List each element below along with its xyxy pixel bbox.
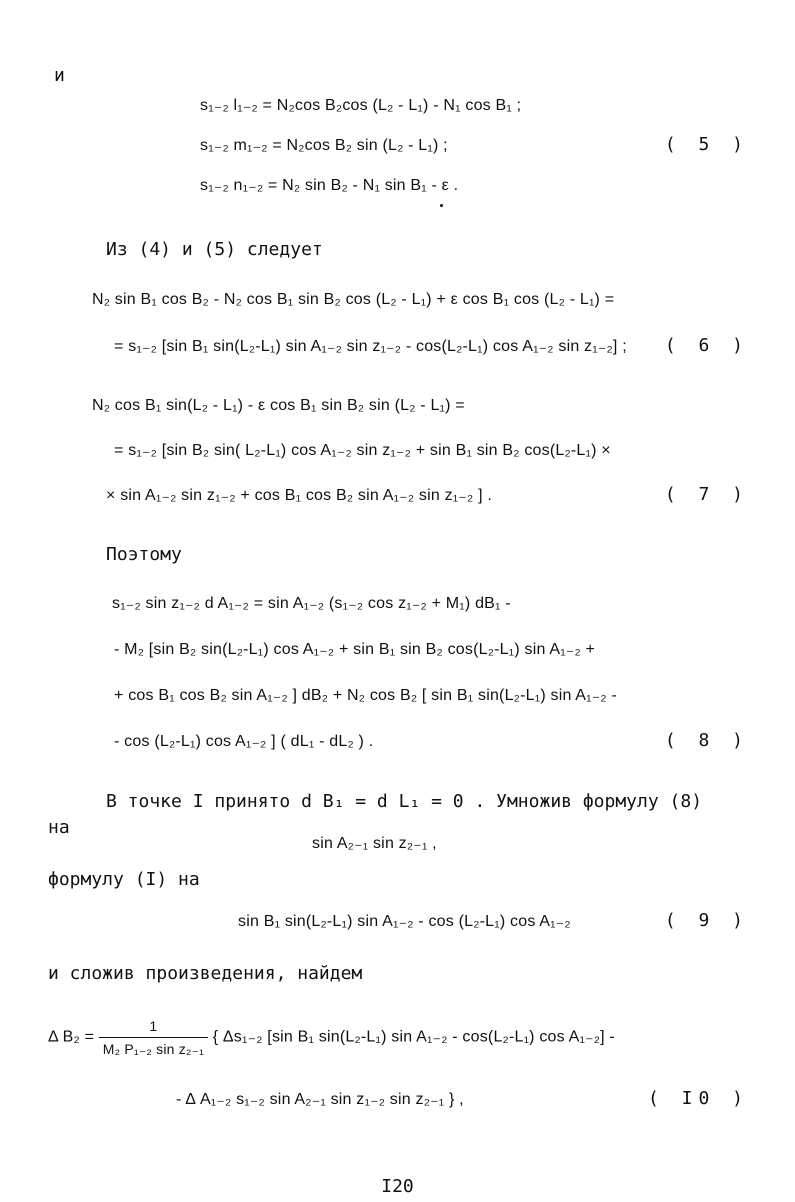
equation-sin-factor: sin A₂₋₁ sin z₂₋₁ , [312, 835, 437, 852]
equation-10-bracket: { Δs₁₋₂ [sin B₁ sin(L₂-L₁) sin A₁₋₂ - cos(L₂-L₁) cos A₁₋₂] - [212, 1028, 615, 1046]
ink-dot [440, 204, 443, 207]
equation-number-7: ( 7 ) [664, 484, 749, 505]
equation-7-line-1: N₂ cos B₁ sin(L₂ - L₁) - ε cos B₁ sin B₂ sin (L₂ - L₁) = [92, 397, 465, 414]
equation-10-fraction [99, 1016, 208, 1059]
equation-7-line-3: × sin A₁₋₂ sin z₁₋₂ + cos B₁ cos B₂ sin A₁₋₂ sin z₁₋₂ ] . [106, 487, 493, 504]
equation-5-line-3: s₁₋₂ n₁₋₂ = N₂ sin B₂ - N₁ sin B₁ - ε . [200, 177, 459, 194]
equation-8-line-4: - cos (L₂-L₁) cos A₁₋₂ ] ( dL₁ - dL₂ ) . [114, 733, 374, 750]
equation-6-line-2: = s₁₋₂ [sin B₁ sin(L₂-L₁) sin A₁₋₂ sin z₁₋₂ - cos(L₂-L₁) cos A₁₋₂ sin z₁₋₂] ; [114, 338, 627, 355]
equation-5-line-2: s₁₋₂ m₁₋₂ = N₂cos B₂ sin (L₂ - L₁) ; [200, 137, 448, 154]
text-i-slozhiv: и сложив произведения, найдем [48, 963, 363, 984]
equation-8-line-3: + cos B₁ cos B₂ sin A₁₋₂ ] dB₂ + N₂ cos B₂ [ sin B₁ sin(L₂-L₁) sin A₁₋₂ - [114, 687, 618, 704]
equation-8-line-2: - M₂ [sin B₂ sin(L₂-L₁) cos A₁₋₂ + sin B₁ sin B₂ cos(L₂-L₁) sin A₁₋₂ + [114, 641, 596, 658]
equation-number-5: ( 5 ) [664, 134, 749, 155]
equation-7-line-2: = s₁₋₂ [sin B₂ sin( L₂-L₁) cos A₁₋₂ sin z₁₋₂ + sin B₁ sin B₂ cos(L₂-L₁) × [114, 442, 611, 459]
equation-10-line-2: - Δ A₁₋₂ s₁₋₂ sin A₂₋₁ sin z₁₋₂ sin z₂₋₁ } , [176, 1091, 464, 1108]
text-i: и [54, 65, 65, 86]
equation-8-line-1: s₁₋₂ sin z₁₋₂ d A₁₋₂ = sin A₁₋₂ (s₁₋₂ cos z₁₋₂ + M₁) dB₁ - [112, 595, 511, 612]
equation-number-8: ( 8 ) [664, 730, 749, 751]
equation-number-9: ( 9 ) [664, 910, 749, 931]
equation-10-numerator: 1 [149, 1018, 158, 1034]
text-na: на [48, 817, 70, 838]
equation-number-10: ( I0 ) [647, 1088, 749, 1109]
equation-9: sin B₁ sin(L₂-L₁) sin A₁₋₂ - cos (L₂-L₁) cos A₁₋₂ [238, 913, 571, 930]
text-poetomu: Поэтому [106, 544, 182, 565]
text-v-tochke: В точке I принято d B₁ = d L₁ = 0 . Умножив формулу (8) [106, 791, 703, 812]
equation-6-line-1: N₂ sin B₁ cos B₂ - N₂ cos B₁ sin B₂ cos (L₂ - L₁) + ε cos B₁ cos (L₂ - L₁) = [92, 291, 615, 308]
page-number: I20 [381, 1176, 414, 1197]
equation-number-6: ( 6 ) [664, 335, 749, 356]
equation-10-lhs: Δ B₂ = [48, 1028, 95, 1046]
equation-5-line-1: s₁₋₂ l₁₋₂ = N₂cos B₂cos (L₂ - L₁) - N₁ cos B₁ ; [200, 97, 522, 114]
text-formulu: формулу (I) на [48, 869, 200, 890]
equation-10-denominator: M₂ P₁₋₂ sin z₂₋₁ [99, 1037, 208, 1059]
equation-10-line-1 [48, 1016, 615, 1059]
text-iz-sleduet: Из (4) и (5) следует [106, 239, 323, 260]
